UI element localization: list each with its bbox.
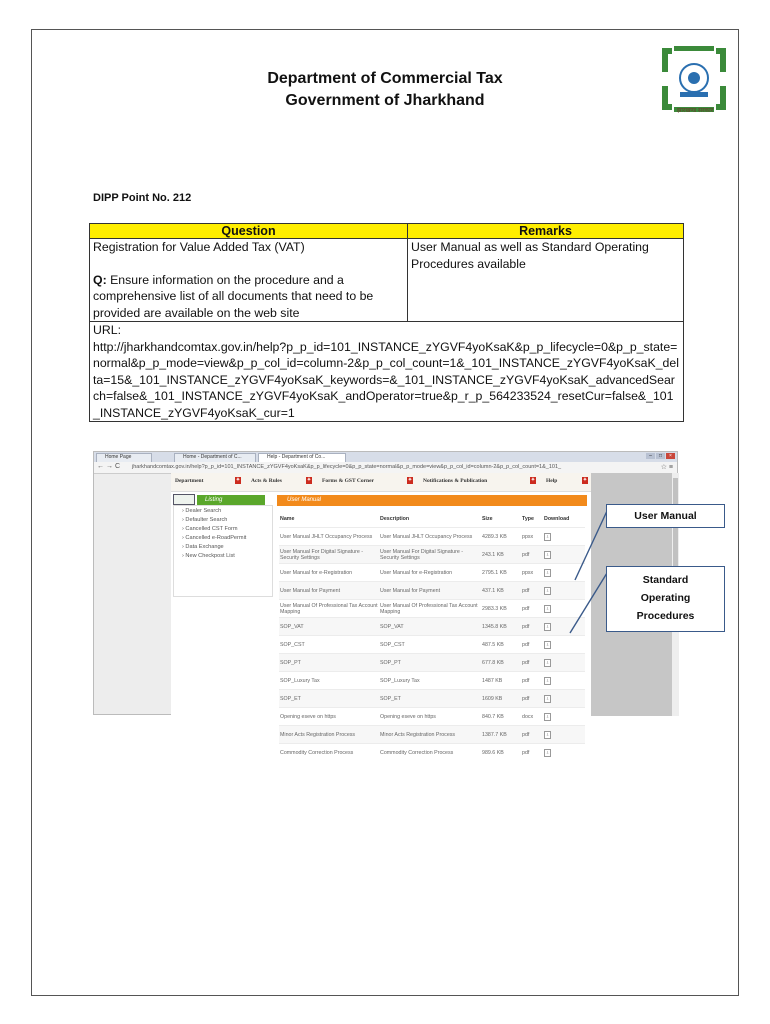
download-file-icon[interactable]: ⇩ bbox=[545, 533, 550, 539]
sop-callout-line: Standard bbox=[642, 574, 689, 586]
download-file-icon[interactable]: ⇩ bbox=[545, 749, 550, 755]
close-icon[interactable]: × bbox=[666, 453, 675, 459]
cell-name: User Manual For Digital Signature -Security Settings bbox=[279, 546, 379, 564]
cell-type: ppsx bbox=[521, 564, 543, 582]
download-file-icon[interactable]: ⇩ bbox=[545, 587, 550, 593]
download-file-icon[interactable]: ⇩ bbox=[545, 731, 550, 737]
nav-marker-icon: ✦ bbox=[235, 478, 241, 483]
sop-callout bbox=[606, 566, 725, 632]
cell-size: 677.8 KB bbox=[481, 654, 521, 672]
cell-type: pdf bbox=[521, 672, 543, 690]
cell-desc: Minor Acts Registration Process bbox=[379, 726, 481, 744]
browser-tab[interactable]: Home Page bbox=[96, 453, 152, 462]
cell-desc: User Manual for e-Registration bbox=[379, 564, 481, 582]
download-file-icon[interactable]: ⇩ bbox=[545, 713, 550, 719]
cell-name: User Manual JHLT Occupancy Process bbox=[279, 528, 379, 546]
question-header: Question bbox=[90, 224, 408, 239]
download-file-icon[interactable]: ⇩ bbox=[545, 605, 550, 611]
cell-size: 2795.1 KB bbox=[481, 564, 521, 582]
cell-name: SOP_CST bbox=[279, 636, 379, 654]
nav-forms[interactable]: Forms & GST Corner bbox=[322, 478, 374, 484]
nav-department[interactable]: Department bbox=[175, 478, 204, 484]
url-text[interactable]: http://jharkhandcomtax.gov.in/help?p_p_id=101_INSTANCE_zYGVF4yoKsaK&p_p_lifecycle=0&p_p_state=normal&p_p_mode=view&p_p_col_id=column-2&p_p_col_count=1&_101_INSTANCE_zYGVF4yoKsaK_delta=15&_101_INSTANCE_zYGVF4yoKsaK_keywords=&_101_INSTANCE_zYGVF4yoKsaK_advancedSearch=false&_101_INSTANCE_zYGVF4yoKsaK_andOperator=true&p_r_p_564233524_resetCur=false&_101_INSTANCE_zYGVF4yoKsaK_cur=1 bbox=[93, 339, 679, 420]
cell-desc: User Manual for Payment bbox=[379, 582, 481, 600]
cell-type: ppsx bbox=[521, 528, 543, 546]
col-description: Description bbox=[380, 515, 410, 522]
cell-type: docx bbox=[521, 708, 543, 726]
cell-desc: SOP_PT bbox=[379, 654, 481, 672]
cell-size: 1387.7 KB bbox=[481, 726, 521, 744]
cell-type: pdf bbox=[521, 600, 543, 618]
cell-desc: Opening eseve on https bbox=[379, 708, 481, 726]
download-file-icon[interactable]: ⇩ bbox=[545, 569, 550, 575]
cell-size: 989.6 KB bbox=[481, 744, 521, 762]
remarks-cell: User Manual as well as Standard Operating Procedures available bbox=[408, 239, 684, 322]
download-file-icon[interactable]: ⇩ bbox=[545, 623, 550, 629]
cell-size: 487.5 KB bbox=[481, 636, 521, 654]
cell-size: 4289.3 KB bbox=[481, 528, 521, 546]
download-file-icon[interactable]: ⇩ bbox=[545, 677, 550, 683]
download-file-icon[interactable]: ⇩ bbox=[545, 695, 550, 701]
download-file-icon[interactable]: ⇩ bbox=[545, 551, 550, 557]
star-menu-icon[interactable]: ☆ ≡ bbox=[660, 464, 673, 471]
cell-type: pdf bbox=[521, 582, 543, 600]
download-file-icon[interactable]: ⇩ bbox=[545, 659, 550, 665]
nav-arrows-icon[interactable]: ←→C bbox=[97, 463, 123, 470]
sop-callout-line: Operating bbox=[640, 592, 691, 604]
sidebar-item[interactable]: › Cancelled CST Form bbox=[182, 525, 238, 532]
cell-size: 840.7 KB bbox=[481, 708, 521, 726]
sop-callout-line: Procedures bbox=[636, 610, 695, 622]
cell-name: Commodity Correction Process bbox=[279, 744, 379, 762]
address-url[interactable]: jharkhandcomtax.gov.in/help?p_p_id=101_INSTANCE_zYGVF4yoKsaK&p_p_lifecycle=0&p_p_state=normal&p_p_mode=view&p_p_col_id=column-2&p_p_col_count=1&_101_ bbox=[132, 464, 562, 470]
department-title: Department of Commercial Tax bbox=[267, 70, 503, 87]
browser-tab-active[interactable]: Help - Department of Co... bbox=[258, 453, 346, 462]
cell-name: SOP_ET bbox=[279, 690, 379, 708]
user-manual-heading: User Manual bbox=[277, 495, 587, 506]
callout-line-user-manual bbox=[575, 511, 607, 580]
cell-type: pdf bbox=[521, 636, 543, 654]
cell-name: User Manual Of Professional Tax Account Mapping bbox=[279, 600, 379, 618]
col-size: Size bbox=[482, 515, 493, 522]
question-text: Q: Ensure information on the procedure and a comprehensive list of all documents that need to be provided are available on the web site bbox=[93, 272, 374, 320]
listing-tab[interactable]: Listing bbox=[197, 495, 265, 505]
cell-desc: SOP_CST bbox=[379, 636, 481, 654]
nav-acts-rules[interactable]: Acts & Rules bbox=[251, 478, 282, 484]
nav-help[interactable]: Help bbox=[546, 478, 558, 484]
minimize-icon[interactable]: – bbox=[646, 453, 655, 459]
emblem-caption: झारखण्ड सरकार bbox=[676, 108, 714, 114]
cell-name: Minor Acts Registration Process bbox=[279, 726, 379, 744]
sidebar-item[interactable]: › Dealer Search bbox=[182, 507, 222, 514]
cell-name: Opening eseve on https bbox=[279, 708, 379, 726]
cell-size: 2983.3 KB bbox=[481, 600, 521, 618]
nav-marker-icon: ✦ bbox=[407, 478, 413, 483]
sidebar-item[interactable]: › Cancelled e-RoadPermit bbox=[182, 534, 247, 541]
col-type: Type bbox=[522, 515, 534, 522]
remarks-header: Remarks bbox=[408, 224, 684, 239]
cell-desc: SOP_ET bbox=[379, 690, 481, 708]
sidebar-item[interactable]: › Defaulter Search bbox=[182, 516, 228, 523]
cell-type: pdf bbox=[521, 726, 543, 744]
nav-marker-icon: ✦ bbox=[306, 478, 312, 483]
cell-desc: SOP_Luxury Tax bbox=[379, 672, 481, 690]
cell-desc: Commodity Correction Process bbox=[379, 744, 481, 762]
col-name: Name bbox=[280, 515, 295, 522]
nav-marker-icon: ✦ bbox=[530, 478, 536, 483]
cell-name: SOP_VAT bbox=[279, 618, 379, 636]
cell-desc: User Manual Of Professional Tax Account Mapping bbox=[379, 600, 481, 618]
cell-desc: User Manual For Digital Signature -Security Settings bbox=[379, 546, 481, 564]
cell-size: 1609 KB bbox=[481, 690, 521, 708]
cell-type: pdf bbox=[521, 690, 543, 708]
col-download: Download bbox=[544, 515, 570, 522]
nav-notifications[interactable]: Notifications & Publication bbox=[423, 478, 488, 484]
sidebar-item[interactable]: › Data Exchange bbox=[182, 543, 224, 550]
sidebar-item[interactable]: › New Checkpost List bbox=[182, 552, 235, 559]
question-title: Registration for Value Added Tax (VAT) bbox=[93, 240, 305, 254]
dipp-point: DIPP Point No. 212 bbox=[93, 192, 192, 204]
cell-size: 437.1 KB bbox=[481, 582, 521, 600]
callout-line-sop bbox=[570, 573, 607, 633]
cell-type: pdf bbox=[521, 546, 543, 564]
url-label: URL: bbox=[93, 323, 122, 337]
cell-size: 1345.8 KB bbox=[481, 618, 521, 636]
user-manual-callout: User Manual bbox=[606, 504, 725, 528]
download-file-icon[interactable]: ⇩ bbox=[545, 641, 550, 647]
cell-name: User Manual for e-Registration bbox=[279, 564, 379, 582]
cell-name: SOP_PT bbox=[279, 654, 379, 672]
cell-type: pdf bbox=[521, 744, 543, 762]
cell-type: pdf bbox=[521, 654, 543, 672]
browser-tab[interactable]: Home - Department of C... bbox=[174, 453, 256, 462]
government-title: Government of Jharkhand bbox=[285, 92, 485, 109]
nav-marker-icon: ✦ bbox=[582, 478, 588, 483]
cell-size: 1487 KB bbox=[481, 672, 521, 690]
cell-size: 243.1 KB bbox=[481, 546, 521, 564]
cell-desc: SOP_VAT bbox=[379, 618, 481, 636]
cell-name: User Manual for Payment bbox=[279, 582, 379, 600]
cell-type: pdf bbox=[521, 618, 543, 636]
cell-name: SOP_Luxury Tax bbox=[279, 672, 379, 690]
cell-desc: User Manual JHLT Occupancy Process bbox=[379, 528, 481, 546]
maximize-icon[interactable]: □ bbox=[656, 453, 665, 459]
